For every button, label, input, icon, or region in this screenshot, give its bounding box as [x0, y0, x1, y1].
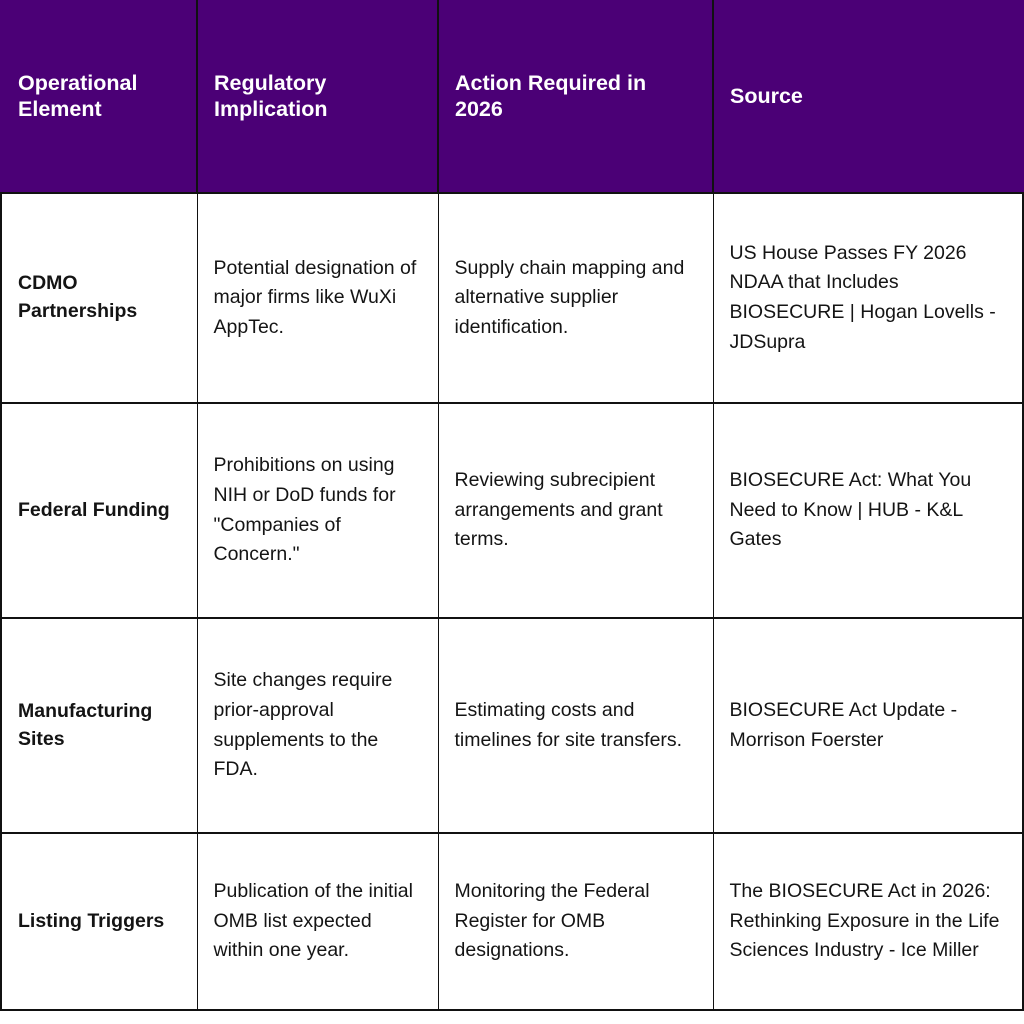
column-header-regulatory-implication: Regulatory Implication: [197, 0, 438, 193]
cell-source: BIOSECURE Act Update - Morrison Foerster: [713, 618, 1023, 833]
cell-action-required-2026: Estimating costs and timelines for site transfers.: [438, 618, 713, 833]
table-body: [1, 193, 1023, 1010]
table-row: [1, 833, 1023, 1010]
table-header-row: [1, 0, 1023, 193]
cell-regulatory-implication: Prohibitions on using NIH or DoD funds for "Companies of Concern.": [197, 403, 438, 618]
cell-source: US House Passes FY 2026 NDAA that Includes BIOSECURE | Hogan Lovells - JDSupra: [713, 193, 1023, 403]
cell-action-required-2026: Reviewing subrecipient arrangements and grant terms.: [438, 403, 713, 618]
table-row: [1, 403, 1023, 618]
column-header-operational-element: Operational Element: [1, 0, 197, 193]
cell-regulatory-implication: Potential designation of major firms like WuXi AppTec.: [197, 193, 438, 403]
cell-operational-element: Listing Triggers: [1, 833, 197, 1010]
cell-source: The BIOSECURE Act in 2026: Rethinking Exposure in the Life Sciences Industry - Ice Miller: [713, 833, 1023, 1010]
table-row: [1, 193, 1023, 403]
cell-regulatory-implication: Site changes require prior-approval supplements to the FDA.: [197, 618, 438, 833]
column-header-action-required-2026: Action Required in 2026: [438, 0, 713, 193]
cell-operational-element: CDMO Partnerships: [1, 193, 197, 403]
cell-operational-element: Federal Funding: [1, 403, 197, 618]
table-row: [1, 618, 1023, 833]
cell-operational-element: Manufacturing Sites: [1, 618, 197, 833]
table-header: [1, 0, 1023, 193]
cell-action-required-2026: Supply chain mapping and alternative supplier identification.: [438, 193, 713, 403]
cell-action-required-2026: Monitoring the Federal Register for OMB designations.: [438, 833, 713, 1010]
cell-regulatory-implication: Publication of the initial OMB list expected within one year.: [197, 833, 438, 1010]
column-header-source: Source: [713, 0, 1023, 193]
cell-source: BIOSECURE Act: What You Need to Know | HUB - K&L Gates: [713, 403, 1023, 618]
